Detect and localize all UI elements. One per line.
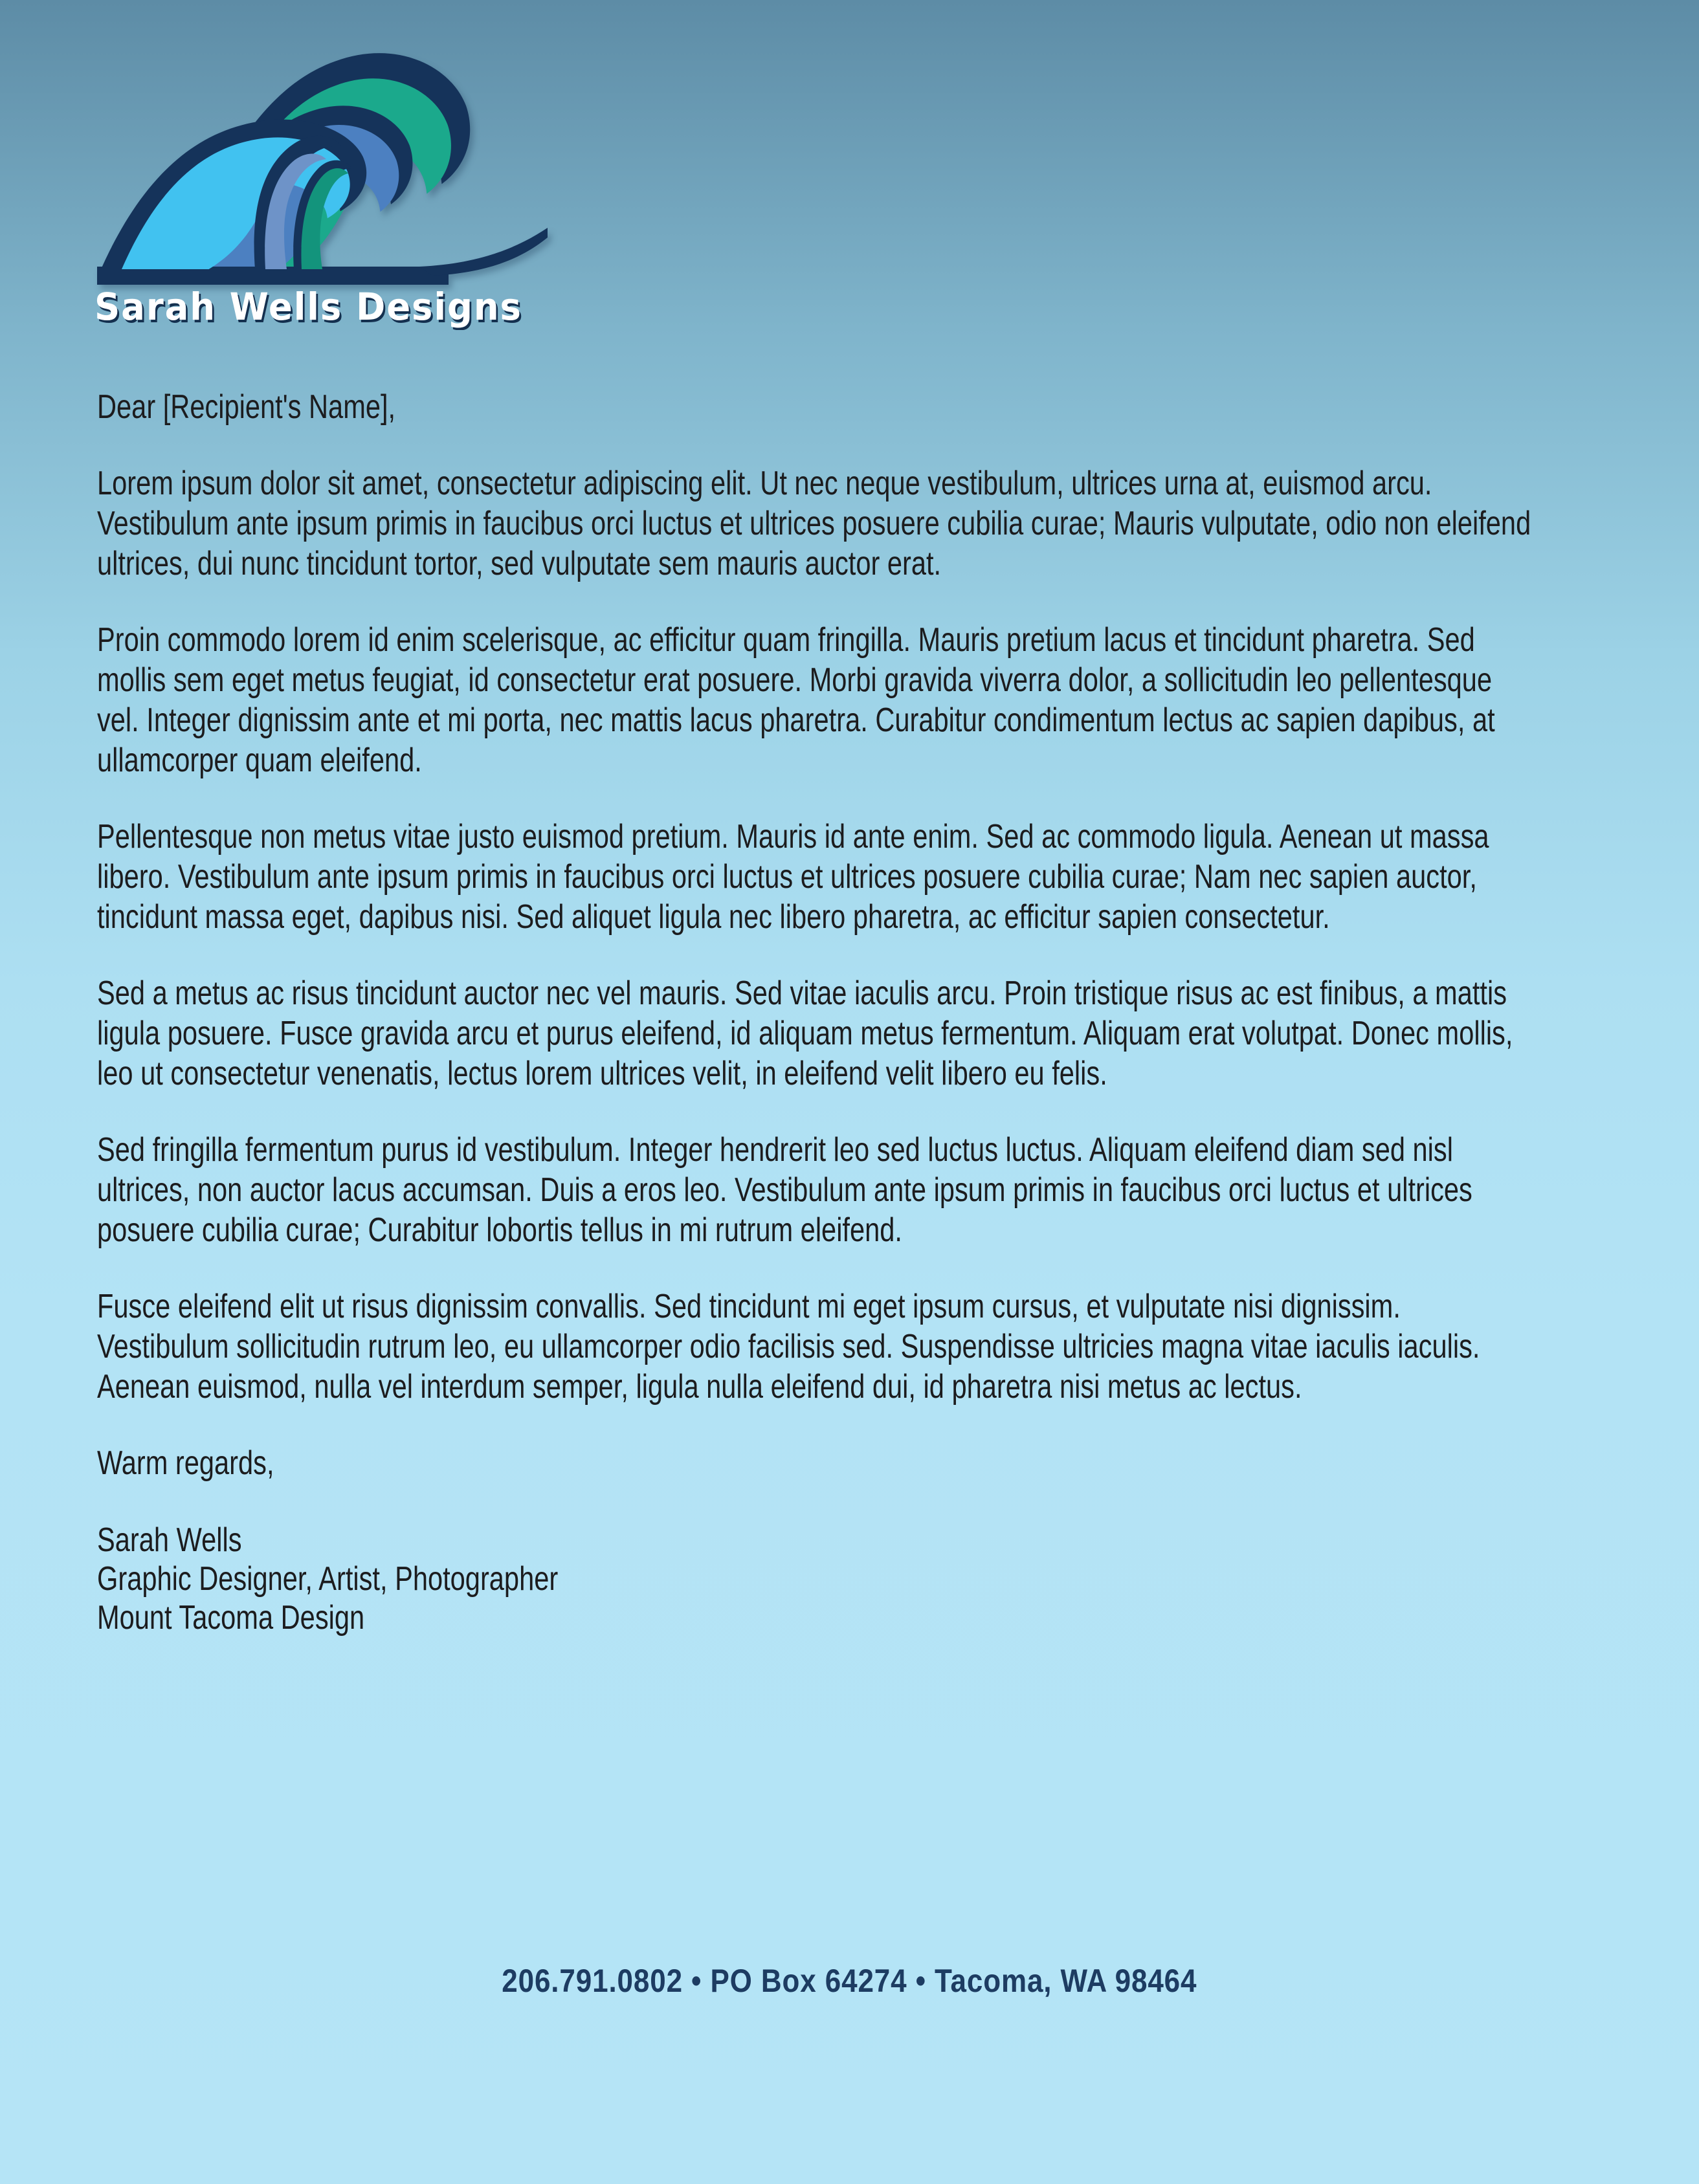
letter-body: [97, 387, 1537, 1637]
paragraph: Sed fringilla fermentum purus id vestibulum. Integer hendrerit leo sed luctus luctus. Aliquam eleifend diam sed nisl ultrices, non auctor lacus accumsan. Duis a eros leo. Vestibulum ante ipsum primis in faucibus orci luctus et ultrices posuere cubilia curae; Curabitur lobortis tellus in mi rutrum eleifend.: [97, 1131, 1472, 1249]
signature-name: Sarah Wells: [97, 1521, 242, 1559]
paragraph: Lorem ipsum dolor sit amet, consectetur adipiscing elit. Ut nec neque vestibulum, ultrices urna at, euismod arcu. Vestibulum ante ipsum primis in faucibus orci luctus et ultrices posuere cubilia curae; Mauris vulputate, odio non eleifend ultrices, dui nunc tincidunt tortor, sed vulputate sem mauris auctor erat.: [97, 465, 1531, 582]
paragraph: Sed a metus ac risus tincidunt auctor nec vel mauris. Sed vitae iaculis arcu. Proin tristique risus ac est finibus, a mattis ligula posuere. Fusce gravida arcu et purus eleifend, id aliquam metus fermentum. Aliquam erat volutpat. Donec mollis, leo ut consectetur venenatis, lectus lorem ultrices velit, in eleifend velit libero eu felis.: [97, 975, 1513, 1092]
wave-logo: [96, 39, 549, 298]
signature-company: Mount Tacoma Design: [97, 1599, 365, 1637]
paragraph: Proin commodo lorem id enim scelerisque, ac efficitur quam fringilla. Mauris pretium lacus et tincidunt pharetra. Sed mollis sem eget metus feugiat, id consectetur erat posuere. Morbi gravida viverra dolor, a sollicitudin leo pellentesque vel. Integer dignissim ante et mi porta, nec mattis lacus pharetra. Curabitur condimentum lectus ac sapien dapibus, at ullamcorper quam eleifend.: [97, 621, 1495, 779]
brand-wordmark: Sarah Wells Designs: [94, 285, 522, 329]
wave-baseline: [97, 267, 449, 285]
salutation: Dear [Recipient's Name],: [97, 388, 396, 426]
paragraph: Fusce eleifend elit ut risus dignissim convallis. Sed tincidunt mi eget ipsum cursus, et vulputate nisi dignissim. Vestibulum sollicitudin rutrum leo, eu ullamcorper odio facilisis sed. Suspendisse ultricies magna vitae iaculis iaculis. Aenean euismod, nulla vel interdum semper, ligula nulla eleifend dui, id pharetra nisi metus ac lectus.: [97, 1288, 1480, 1406]
footer: [0, 1962, 1699, 2000]
paragraph: Pellentesque non metus vitae justo euismod pretium. Mauris id ante enim. Sed ac commodo ligula. Aenean ut massa libero. Vestibulum ante ipsum primis in faucibus orci luctus et ultrices posuere cubilia curae; Nam nec sapien auctor, tincidunt massa eget, dapibus nisi. Sed aliquet ligula nec libero pharetra, ac efficitur sapien consectetur.: [97, 818, 1489, 936]
wave-baseline-tail: [419, 228, 548, 276]
closing: Warm regards,: [97, 1444, 274, 1482]
contact-info: 206.791.0802 • PO Box 64274 • Tacoma, WA 98464: [502, 1963, 1197, 1999]
signature-title: Graphic Designer, Artist, Photographer: [97, 1560, 559, 1598]
